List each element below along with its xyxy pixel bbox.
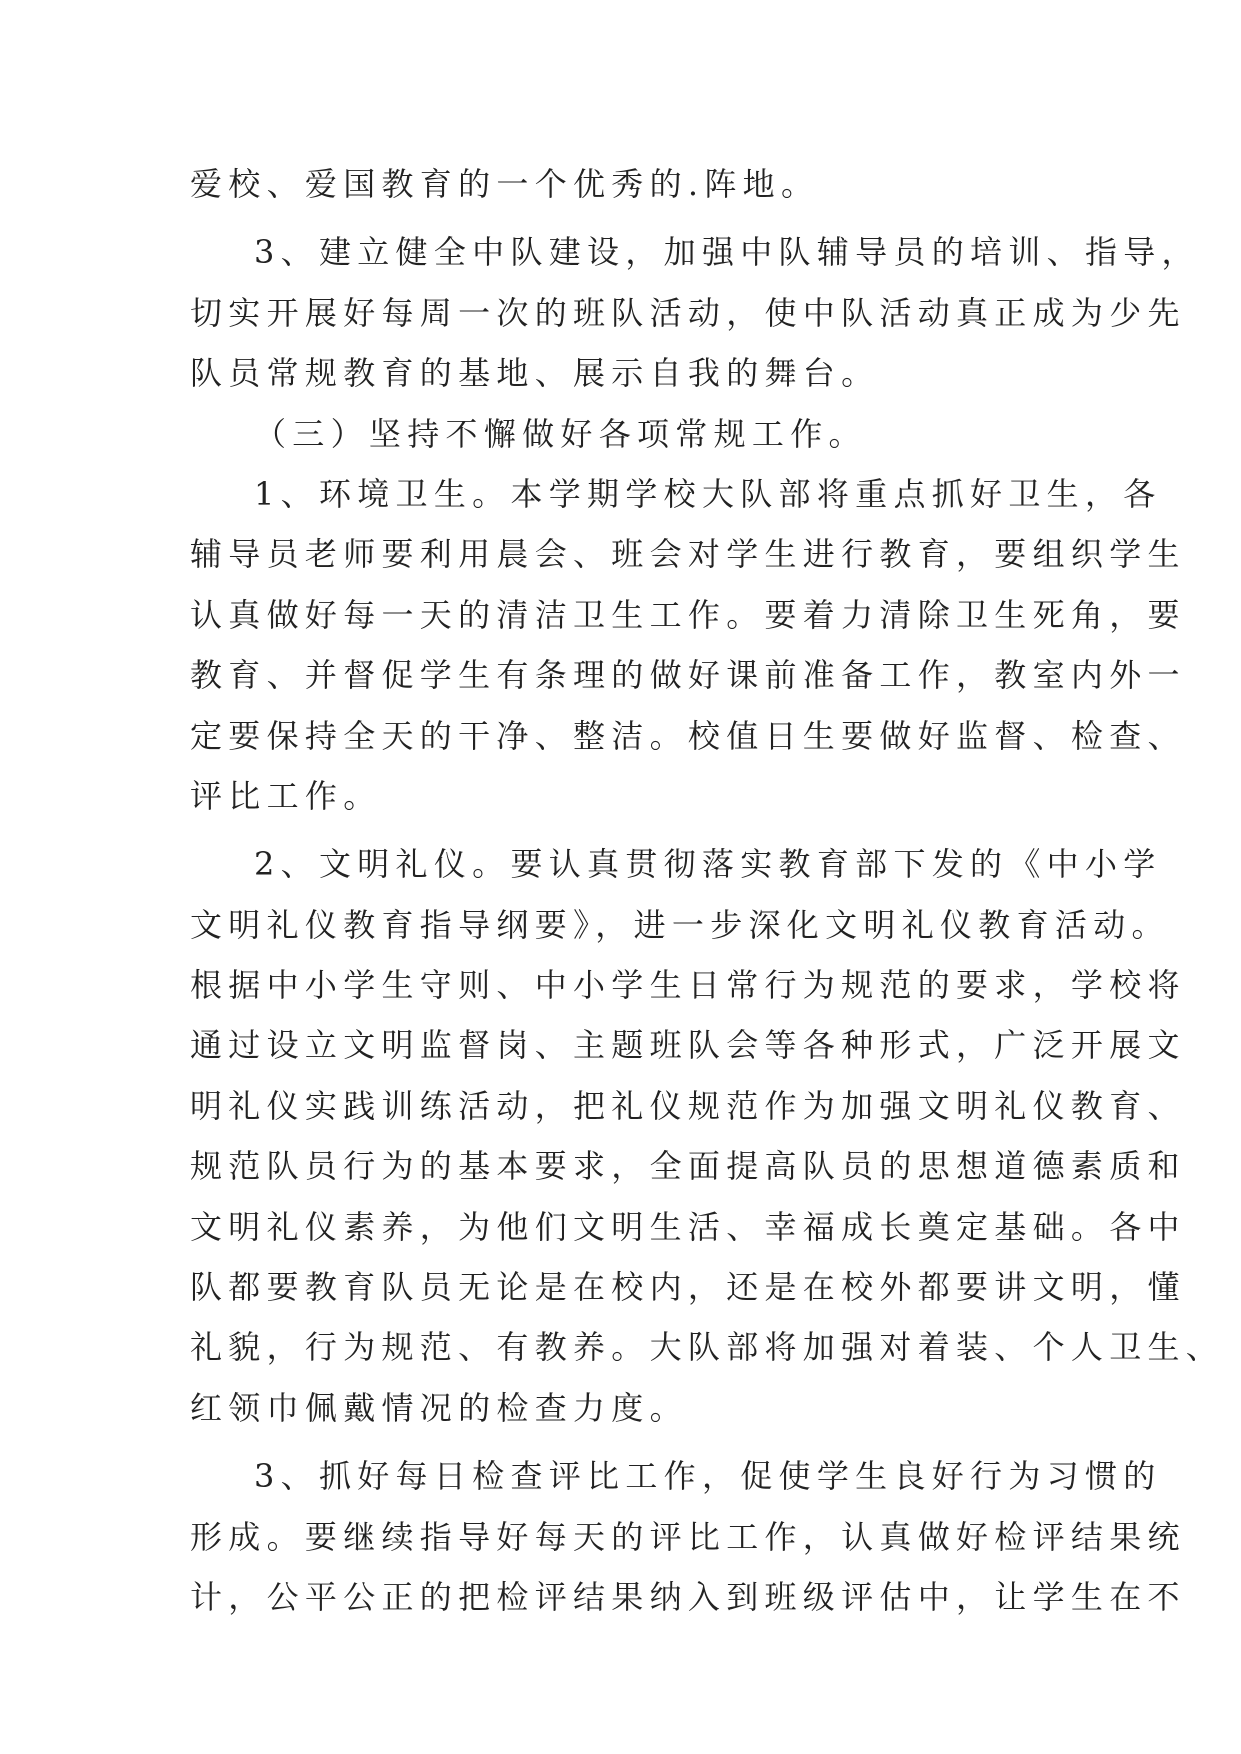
text-line: 爱校、爱国教育的一个优秀的.阵地。 [190,165,820,203]
text-line: 明礼仪实践训练活动，把礼仪规范作为加强文明礼仪教育、 [190,1086,1186,1125]
text-line: 红领巾佩戴情况的检查力度。 [190,1388,688,1427]
text-line: 计，公平公正的把检评结果纳入到班级评估中，让学生在不 [190,1577,1186,1616]
document-body [190,154,1225,1627]
text-line: 教育、并督促学生有条理的做好课前准备工作，教室内外一 [190,656,1186,695]
text-line: 文明礼仪素养，为他们文明生活、幸福成长奠定基础。各中 [190,1207,1186,1246]
text-line: 通过设立文明监督岗、主题班队会等各种形式，广泛开展文 [190,1026,1186,1065]
text-line: 2、文明礼仪。要认真贯彻落实教育部下发的《中小学 [254,845,1162,884]
text-line: 队都要教育队员无论是在校内，还是在校外都要讲文明，懂 [190,1268,1186,1307]
text-line: 辅导员老师要利用晨会、班会对学生进行教育，要组织学生 [190,535,1186,574]
text-line: 3、建立健全中队建设，加强中队辅导员的培训、指导， [254,233,1200,272]
text-line: 认真做好每一天的清洁卫生工作。要着力清除卫生死角，要 [190,595,1186,634]
text-line: 文明礼仪教育指导纲要》，进一步深化文明礼仪教育活动。 [190,905,1170,944]
text-line: 评比工作。 [190,776,382,815]
text-line: 形成。要继续指导好每天的评比工作，认真做好检评结果统 [190,1517,1186,1556]
paragraph-gap [190,826,1070,834]
section-heading: （三）坚持不懈做好各项常规工作。 [254,414,867,453]
text-line: 礼貌，行为规范、有教养。大队部将加强对着装、个人卫生、 [190,1328,1225,1367]
text-line: 3、抓好每日检查评比工作，促使学生良好行为习惯的 [254,1457,1162,1496]
paragraph-gap [190,214,1070,222]
text-line: 规范队员行为的基本要求，全面提高队员的思想道德素质和 [190,1147,1186,1186]
paragraph-gap [190,1438,1070,1446]
text-line: 根据中小学生守则、中小学生日常行为规范的要求，学校将 [190,966,1186,1005]
text-line: 队员常规教育的基地、展示自我的舞台。 [190,354,880,393]
text-line: 1、环境卫生。本学期学校大队部将重点抓好卫生，各 [254,474,1162,513]
text-line: 切实开展好每周一次的班队活动，使中队活动真正成为少先 [190,293,1186,332]
text-line: 定要保持全天的干净、整洁。校值日生要做好监督、检查、 [190,716,1186,755]
